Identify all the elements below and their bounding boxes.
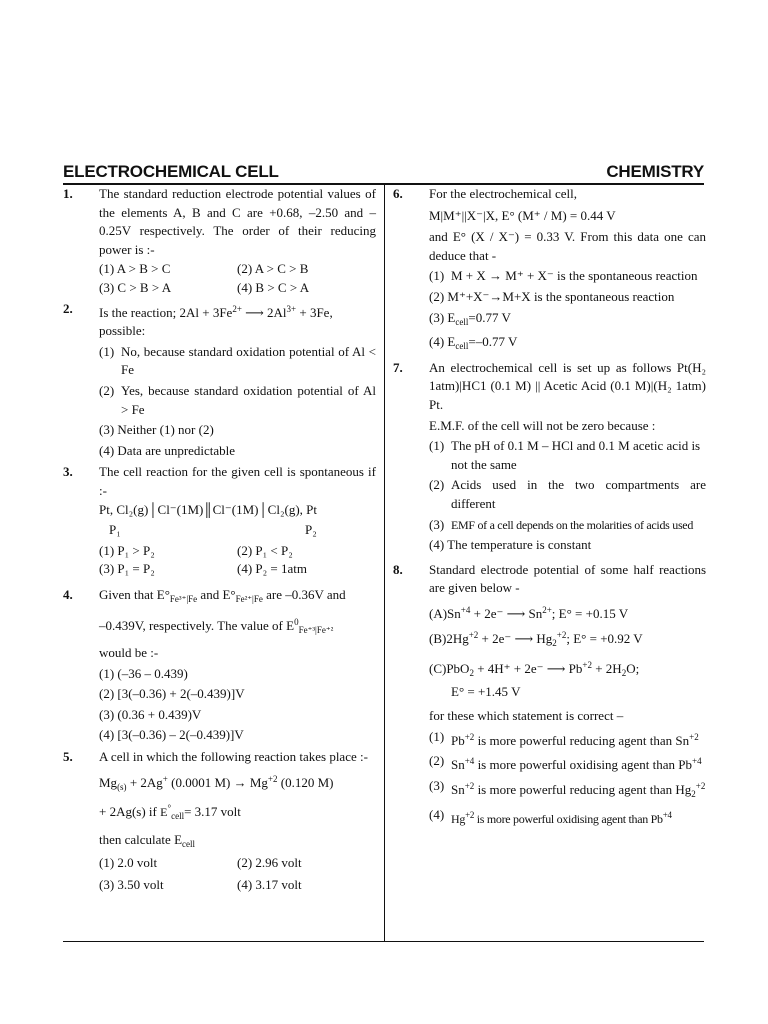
option-4[interactable]: (4) 3.17 volt: [237, 877, 302, 892]
question-text-end: would be :-: [99, 645, 159, 661]
option-3[interactable]: (3) C > B > A: [99, 279, 172, 295]
question-8: [393, 561, 706, 831]
option-4[interactable]: (4) Data are unpredictable: [99, 442, 236, 458]
option-3[interactable]: (3) (0.36 + 0.439)V: [99, 706, 202, 722]
reaction-line-cont: + 2Ag(s) if $E^\circ_{cell}= 3.17$ volt: [99, 803, 241, 822]
option-1[interactable]: (1) A > B > C: [99, 261, 171, 277]
cell-notation: M|M⁺||X⁻|X, E° (M⁺ / M) = 0.44 V: [429, 207, 616, 223]
option-3[interactable]: (3) Neither (1) nor (2): [99, 422, 214, 438]
option-2[interactable]: (2) 2.96 volt: [237, 855, 302, 871]
option-4[interactable]: (4) [3(–0.36) – 2(–0.439)]V: [99, 727, 244, 743]
question-number: 6.: [393, 186, 403, 201]
question-prompt: E.M.F. of the cell will not be zero because :: [429, 417, 656, 433]
cell-notation: Pt, Cl₂(g)│Cl⁻(1M)║Cl⁻(1M)│Cl₂(g), Pt: [99, 501, 317, 517]
option-1[interactable]: (1) The pH of 0.1 M – HCl and 0.1 M acetic acid is not the same: [429, 438, 701, 472]
question-text: A cell in which the following reaction takes place :-: [99, 749, 368, 765]
option-1[interactable]: (1) M + X → M⁺ + X⁻ is the spontaneous reaction: [429, 268, 698, 284]
option-4[interactable]: (4) P₂ = 1atm: [237, 561, 307, 577]
option-2[interactable]: (2) [3(–0.36) + 2(–0.439)]V: [99, 686, 245, 702]
options: [99, 542, 376, 579]
question-4: [63, 586, 376, 747]
options: [99, 854, 376, 894]
question-number: 8.: [393, 561, 403, 577]
chapter-title: ELECTROCHEMICAL CELL: [63, 162, 279, 181]
pressure-labels: [109, 521, 376, 540]
question-text: The cell reaction for the given cell is spontaneous if :-: [99, 464, 376, 498]
question-text-cont: possible:: [99, 323, 146, 339]
option-1[interactable]: (1) (–36 – 0.439): [99, 665, 188, 681]
option-2[interactable]: (2) Acids used in the two compartments are different: [429, 477, 706, 511]
question-text-cont: –0.439V, respectively. The value of $E^0_{Fe^{+3}|Fe^{+2}}$: [99, 617, 334, 636]
question-number: 2.: [63, 300, 73, 316]
option-4[interactable]: (4) $E_{cell}=-0.77$ V: [429, 334, 518, 352]
option-1[interactable]: (1) No, because standard oxidation potential of Al < Fe: [99, 343, 376, 378]
option-2[interactable]: (2) M⁺+X⁻→M+X is the spontaneous reaction: [429, 288, 675, 304]
question-text: An electrochemical cell is set up as follows Pt(H₂ 1atm)|HC1 (0.1 M) || Acetic Acid (0.1 M)|(H₂ 1atm) Pt.: [429, 359, 706, 412]
question-2: [63, 300, 376, 463]
question-7: [393, 359, 706, 557]
left-column: [63, 184, 376, 896]
question-number: 3.: [63, 464, 73, 480]
half-reaction-c-potential: E° = +1.45 V: [451, 683, 521, 699]
half-reaction-b: $(B)2Hg^{+2} + 2e^-$ ⟶ $Hg_2^{+2}$; E° = +0.92 V: [429, 630, 643, 649]
question-text: Given that $E^\circ_{Fe^{3+}|Fe}$ and $E^\circ_{Fe^{2+}|Fe}$ are –0.36V and: [99, 586, 346, 604]
question-text: The standard reduction electrode potential values of the elements A, B and C are +0.68, –2.50 and –0.25V respectively. The order of their reducing power is :-: [99, 186, 376, 257]
option-2[interactable]: (2) Yes, because standard oxidation potential of Al > Fe: [99, 382, 376, 417]
question-5: [63, 748, 376, 896]
pressure-p2: P₂: [305, 522, 317, 538]
option-4[interactable]: (4) The temperature is constant: [429, 537, 592, 553]
question-prompt: then calculate $E_{cell}$: [99, 831, 196, 849]
question-text-cont: and E° (X / X⁻) = 0.33 V. From this data one can deduce that -: [429, 229, 706, 263]
question-text: For the electrochemical cell,: [429, 186, 577, 201]
question-text: Is the reaction; $2Al + 3Fe^{2+}$ ⟶ $2Al^{3+} + 3Fe$,: [99, 303, 333, 320]
subject-title: CHEMISTRY: [606, 162, 704, 181]
half-reaction-c: (C)PbO$_2$ + 4H⁺ + 2e⁻ ⟶ $Pb^{+2} + 2H_2O$;: [429, 660, 640, 679]
option-1[interactable]: (1) 2.0 volt: [99, 855, 158, 871]
option-3[interactable]: (3) $Sn^{+2}$ is more powerful reducing agent than $Hg_2^{+2}$: [429, 778, 706, 800]
question-text: Standard electrode potential of some half reactions are given below -: [429, 561, 706, 596]
option-4[interactable]: (4) B > C > A: [237, 279, 310, 295]
option-4[interactable]: (4) $Hg^{+2}$ is more powerful oxidising agent than $Pb^{+4}$: [429, 806, 672, 826]
right-column: [393, 184, 706, 830]
footer-rule: [63, 941, 704, 942]
half-reaction-a: $(A)Sn^{+4} + 2e^-$ ⟶ $Sn^{2+}$; E° = +0.15 V: [429, 604, 629, 621]
pressure-p1: P₁: [109, 522, 121, 538]
reaction-line: $Mg_{(s)} + 2Ag^+$ (0.0001 $M) \to Mg^{+2}$ (0.120 M): [99, 773, 334, 792]
options: [99, 260, 376, 297]
option-1[interactable]: (1) $Pb^{+2}$ is more powerful reducing agent than $Sn^{+2}$: [429, 728, 699, 748]
option-1[interactable]: (1) P₁ > P₂: [99, 542, 155, 558]
question-1: [63, 185, 376, 299]
question-number: 1.: [63, 186, 73, 201]
option-3[interactable]: (3) $E_{cell}=0.77$ V: [429, 309, 511, 327]
option-3[interactable]: (3) EMF of a cell depends on the molarities of acids used: [429, 516, 694, 532]
option-3[interactable]: (3) P₁ = P₂: [99, 561, 155, 577]
question-number: 7.: [393, 359, 403, 375]
option-2[interactable]: (2) P₁ < P₂: [237, 542, 293, 558]
question-6: [393, 185, 706, 358]
question-number: 4.: [63, 586, 73, 602]
question-prompt: for these which statement is correct –: [429, 708, 624, 724]
option-3[interactable]: (3) 3.50 volt: [99, 877, 164, 892]
page-header: [63, 162, 704, 184]
question-number: 5.: [63, 749, 73, 765]
column-divider: [384, 183, 385, 941]
question-3: [63, 463, 376, 580]
option-2[interactable]: (2) A > C > B: [237, 261, 309, 277]
option-2[interactable]: (2) $Sn^{+4}$ is more powerful oxidising agent than $Pb^{+4}$: [429, 753, 702, 773]
